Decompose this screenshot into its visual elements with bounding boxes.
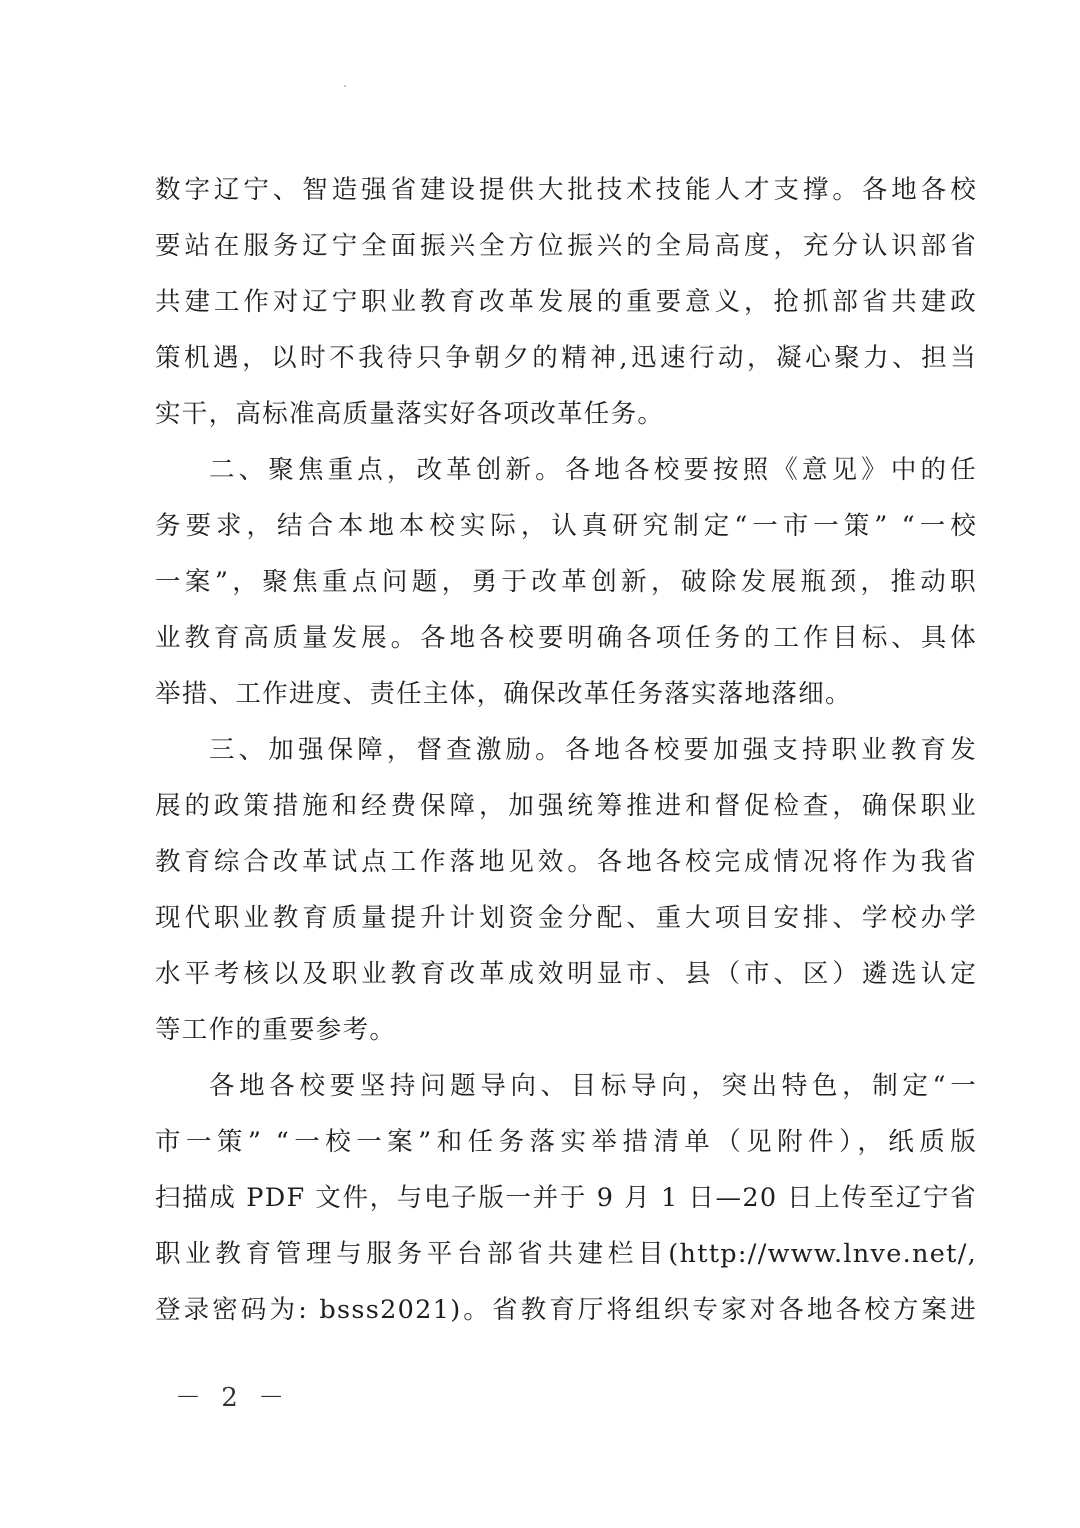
paragraph-4-line-5: 登录密码为: bsss2021)。省教育厅将组织专家对各地各校方案进 — [155, 1295, 977, 1325]
paragraph-2-line-1: 二、聚焦重点，改革创新。各地各校要按照《意见》中的任 — [209, 455, 977, 485]
paragraph-1-line-4: 策机遇，以时不我待只争朝夕的精神,迅速行动，凝心聚力、担当 — [155, 343, 977, 373]
page-number: － 2 － — [175, 1383, 291, 1413]
paragraph-3-line-2: 展的政策措施和经费保障，加强统筹推进和督促检查，确保职业 — [155, 791, 977, 821]
paragraph-1-line-1: 数字辽宁、智造强省建设提供大批技术技能人才支撑。各地各校 — [155, 175, 977, 205]
paragraph-4-line-1: 各地各校要坚持问题导向、目标导向，突出特色，制定“一 — [209, 1071, 977, 1101]
paragraph-3-line-5: 水平考核以及职业教育改革成效明显市、县（市、区）遴选认定 — [155, 959, 977, 989]
paragraph-3-line-6: 等工作的重要参考。 — [155, 1015, 397, 1045]
paragraph-3-line-3: 教育综合改革试点工作落地见效。各地各校完成情况将作为我省 — [155, 847, 977, 877]
paragraph-3-line-1: 三、加强保障，督查激励。各地各校要加强支持职业教育发 — [209, 735, 977, 765]
paragraph-4-line-4: 职业教育管理与服务平台部省共建栏目(http://www.lnve.net/, — [155, 1239, 977, 1269]
paragraph-3-line-4: 现代职业教育质量提升计划资金分配、重大项目安排、学校办学 — [155, 903, 977, 933]
paragraph-2-line-2: 务要求，结合本地本校实际，认真研究制定“一市一策” “一校 — [155, 511, 977, 541]
scan-artifact — [344, 85, 346, 87]
paragraph-1-line-5: 实干，高标准高质量落实好各项改革任务。 — [155, 399, 665, 429]
paragraph-4-line-2: 市一策” “一校一案”和任务落实举措清单（见附件），纸质版 — [155, 1127, 977, 1157]
paragraph-1-line-2: 要站在服务辽宁全面振兴全方位振兴的全局高度，充分认识部省 — [155, 231, 977, 261]
paragraph-1-line-3: 共建工作对辽宁职业教育改革发展的重要意义，抢抓部省共建政 — [155, 287, 977, 317]
paragraph-4-line-3: 扫描成 PDF 文件，与电子版一并于 9 月 1 日—20 日上传至辽宁省 — [155, 1183, 977, 1213]
paragraph-2-line-4: 业教育高质量发展。各地各校要明确各项任务的工作目标、具体 — [155, 623, 977, 653]
paragraph-2-line-5: 举措、工作进度、责任主体，确保改革任务落实落地落细。 — [155, 679, 852, 709]
paragraph-2-line-3: 一案”，聚焦重点问题，勇于改革创新，破除发展瓶颈，推动职 — [155, 567, 977, 597]
